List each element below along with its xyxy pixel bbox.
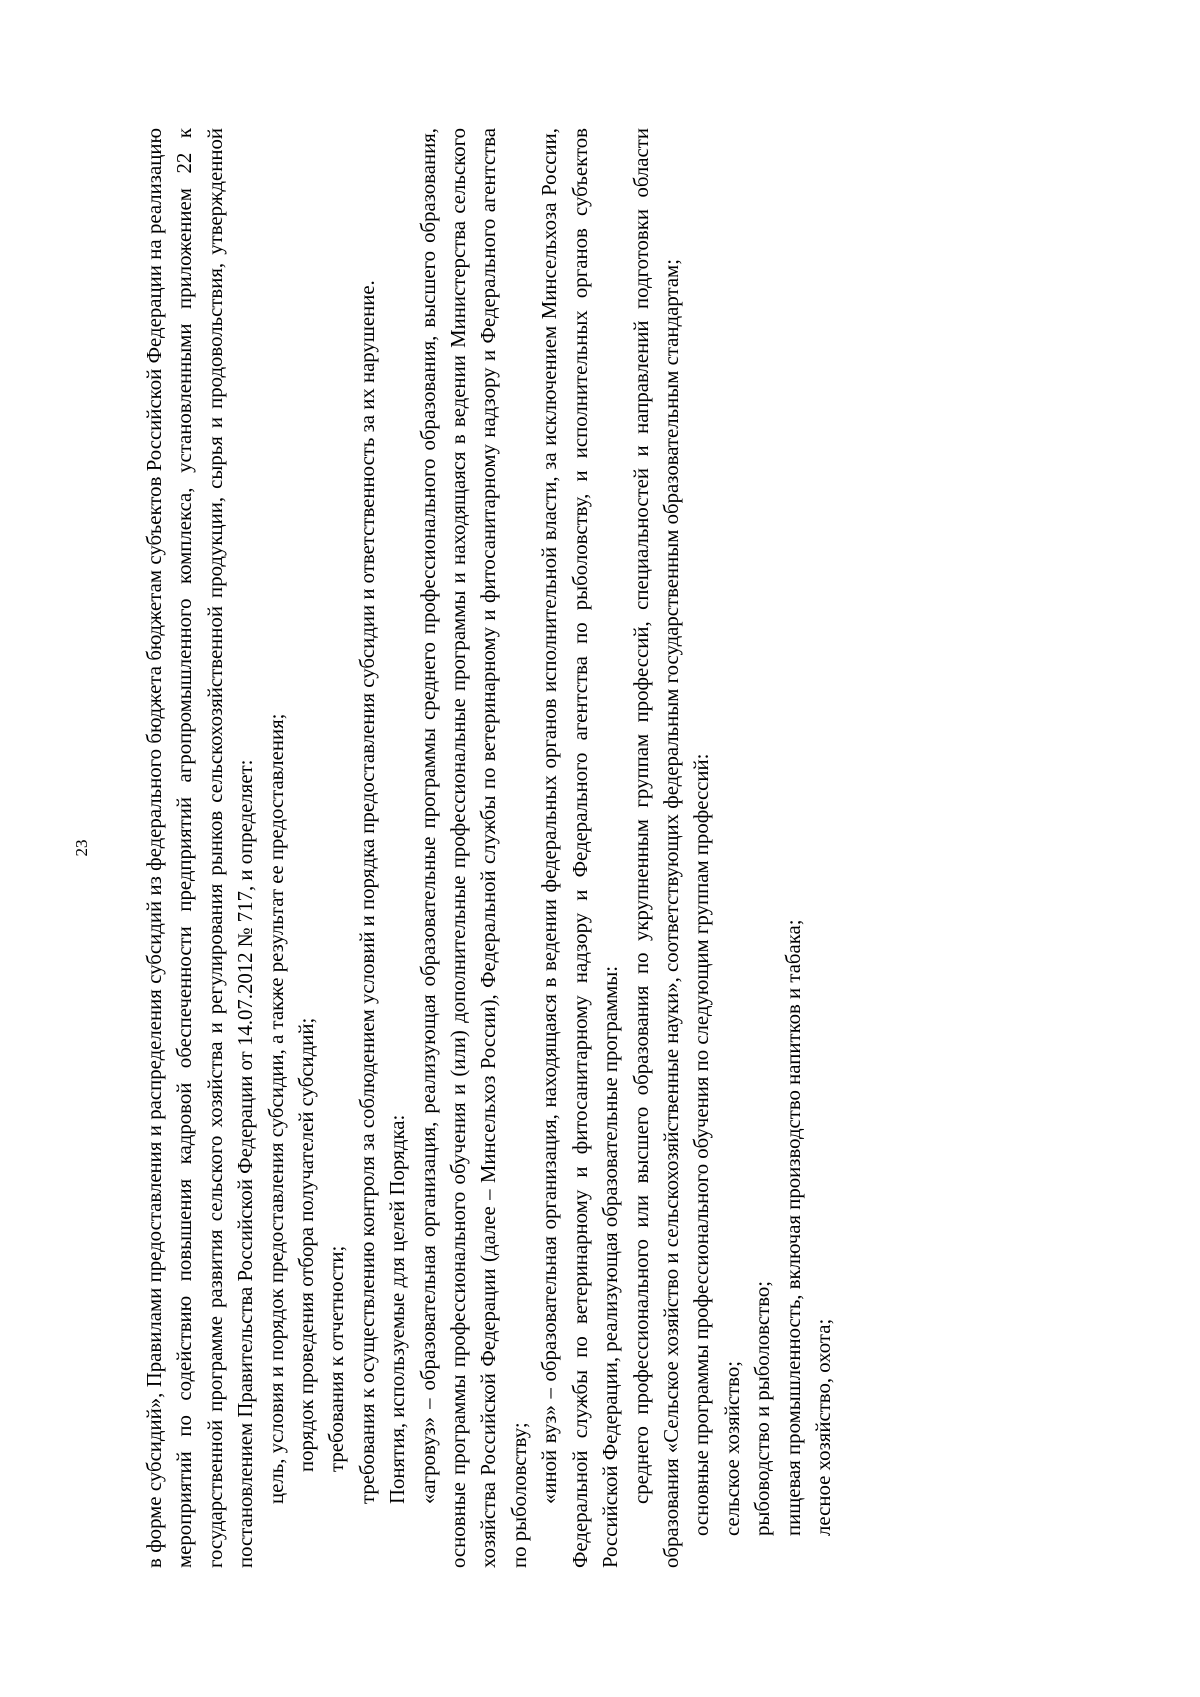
list-item-fishery: рыбоводство и рыболовство; xyxy=(751,1280,775,1536)
page-number: 23 xyxy=(72,839,91,857)
definition-agrovuz: «агровуз» – образовательная организация, реализующая образовательные программы среднего профессионального образования, высшего образования, основные программы профессионального обучения и (или) дополнительные профессиональные программы и находящаяся в ведении Министерства сельского хозяйства Российской Федерации (далее – Минсельхоз России), Федеральной службы по ветеринарному и фитосанитарному надзору и Федерального агентства по рыболовству; xyxy=(416,128,531,1568)
list-item-food-industry: пищевая промышленность, включая производство напитков и табака; xyxy=(781,919,805,1536)
list-item-training-programs: основные программы профессионального обучения по следующим группам профессий: xyxy=(690,753,714,1536)
list-item-reporting: требования к отчетности; xyxy=(325,1245,349,1472)
document-body xyxy=(140,128,1060,1568)
definition-other-vuz: «иной вуз» – образовательная организация, находящаяся в ведении федеральных органов исполнительной власти, за исключением Минсельхоза России, Федеральной службы по ветеринарному и фитосанитарному надзору и Федерального агентства по рыболовству, и исполнительных органов субъектов Российской Федерации, реализующая образовательные программы: xyxy=(538,128,623,1568)
list-item-forestry: лесное хозяйство, охота; xyxy=(811,1318,835,1536)
list-item-agriculture: сельское хозяйство; xyxy=(720,1360,744,1536)
paragraph-intro: в форме субсидий», Правилами предоставления и распределения субсидий из федерального бюджета бюджетам субъектов Российской Федерации на реализацию мероприятий по содействию повышения кадровой обеспеченности предприятий агропромышленного комплекса, установленными приложением 22 к государственной программе развития сельского хозяйства и регулирования рынков сельскохозяйственной продукции, сырья и продовольствия, утвержденной постановлением Правительства Российской Федерации от 14.07.2012 № 717, и определяет: xyxy=(143,128,258,1568)
list-item-selection: порядок проведения отбора получателей субсидий; xyxy=(295,1017,319,1472)
list-item-purpose: цель, условия и порядок предоставления субсидии, а также результат ее предоставления; xyxy=(264,713,288,1504)
paragraph-definitions-heading: Понятия, используемые для целей Порядка: xyxy=(386,1114,410,1504)
list-item-control: требования к осуществлению контроля за соблюдением условий и порядка предоставления субсидии и ответственность за их нарушение. xyxy=(355,280,379,1504)
list-item-education-programs: среднего профессионального или высшего образования по укрупненным группам профессий, специальностей и направлений подготовки области образования «Сельское хозяйство и сельскохозяйственные науки», соответствующих федеральным государственным образовательным стандартам; xyxy=(629,128,683,1568)
